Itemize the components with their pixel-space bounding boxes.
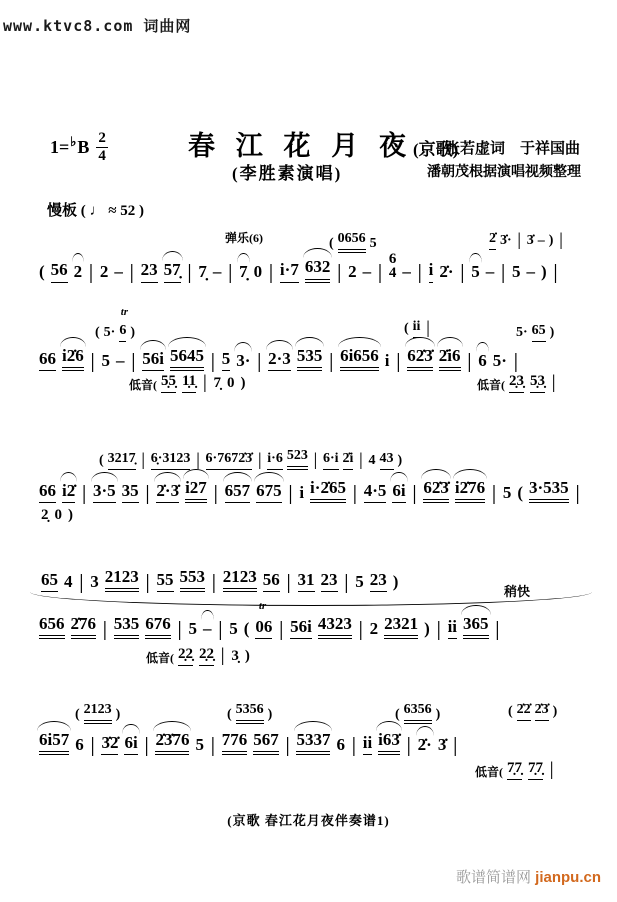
speed-mark: 稍快 [504, 584, 531, 599]
music-line1-upper2: 2̇ 3̇· | 3̇ – ) | [489, 231, 563, 250]
music-line6-upper2: ( 5356 ) [227, 702, 273, 722]
music-line6-bass: 低音( 7̣7̣ 7̣7̣ | [475, 759, 554, 780]
music-line2-main: 66 i2̇6 | 5 – | 56i 5645 | 5 3· | 2·3 535 | 6i656 i | 62̇3̇ 2̇i6 | 6 5· | [39, 346, 518, 373]
music-line4-main: 65 4 | 3 2123 | 55 553 | 2123 56 | 31 23 | 5 23 ) [41, 567, 399, 594]
page-title: 春 江 花 月 夜 [188, 131, 413, 161]
music-line3-main: 66 i2̇ | 3·5 35 | 2̇·3̇ i27 | 657 675 | i i·2̇65 | 4·5 6i | 62̇3̇ i2̇76 | 5 ( 3·535 | [39, 478, 580, 505]
music-line5-bass: 低音( 2̣2̣ 2̣2̣ | 3̣ ) [146, 645, 250, 666]
music-line3-upper: ( 3217̣ | 6̣·3123 | 6·7672̇3̇ | i·6 523 | 6·i 2̇i | 4 43 ) [99, 448, 403, 470]
music-line6-upper4: ( 2̇2̇ 2̇3̇ ) [508, 702, 558, 719]
watermark-bottom [456, 866, 601, 887]
music-line2-upper1: ( 5· 6 tr ) [93, 322, 137, 342]
music-line1-upper1: ( 0656 5 [329, 231, 377, 251]
music-line6-upper1: ( 2123 ) [75, 702, 121, 722]
site-name: 歌谱简谱网 [455, 869, 531, 886]
watermark-top: www.ktvc8.com 词曲网 [3, 17, 192, 35]
annotation-tanyue: 弹乐(6) [225, 231, 263, 245]
phrase-slur [30, 592, 592, 606]
key-signature [50, 131, 108, 164]
flat-icon: ♭ [70, 133, 77, 149]
music-line6-upper3: ( 6356 ) [395, 702, 441, 722]
credit-lyrics-music: 张若虚词 于祥国曲 [444, 141, 580, 157]
music-line6-main: 6i57 6 | 3̇2̇ 6i | 2̇3̇76 5 | 776 567 | 5337 6 | ii i63̇ | 2̇· 3̇ | [39, 730, 458, 757]
tempo-marking [47, 199, 144, 220]
music-line2-bass-left: 低音( 5̣5̣ 1̣1̣ | 7̣ 0 ) [129, 372, 246, 393]
key-note: B [77, 137, 90, 157]
title-suffix: (京歌) [413, 140, 459, 159]
tempo-label: 慢板 [47, 203, 78, 219]
bottom-caption: (京歌 春江花月夜伴奏谱1) [227, 813, 390, 828]
music-line2-bass-right: 低音( 2̣3̣ 5̣3̣ | [477, 372, 556, 393]
performer-subtitle: (李胜素演唱) [232, 164, 343, 183]
meter-numerator: 2 [98, 130, 106, 146]
meter-denominator: 4 [98, 148, 106, 164]
music-line2-upper2: ( ii | [404, 319, 430, 338]
music-line2-upper3: 5· 65 ) [516, 323, 555, 340]
music-line5-main: 656 2̇76 | 535 676 | 5 – | 5 ( 06 tr | 56i 4323 | 2 2321 ) | ii 365 | [36, 613, 503, 639]
tempo-detail: ( ♩ ≈ 52 ) [80, 203, 144, 219]
key-prefix: 1= [50, 137, 70, 157]
site-url: jianpu.cn [535, 869, 601, 886]
music-line1-main: ( 56 2 | 2 – | 23 57̣ | 7̣ – | 7̣ 0 | i·7 632 | 2 – | 6 4 – | i 2̇· | 5 – | 5 – ) | [39, 251, 558, 284]
title-row [188, 124, 458, 163]
time-signature [96, 131, 108, 164]
music-line3-bass: 2̣ 0 ) [41, 507, 73, 523]
arranger-note: 潘朝茂根据演唱视频整理 [427, 165, 581, 180]
